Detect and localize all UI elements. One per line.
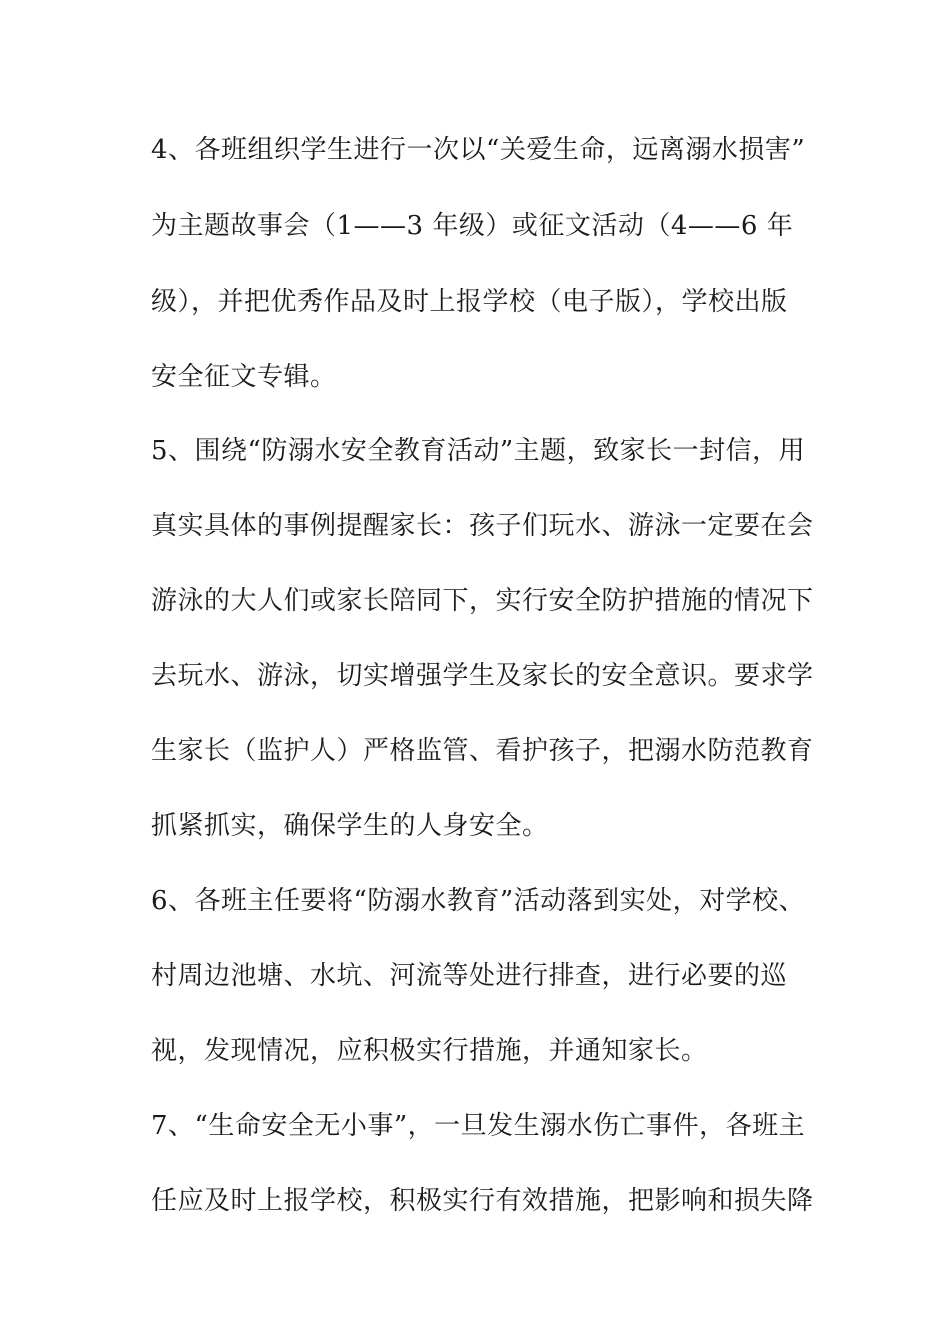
text-line: 任应及时上报学校，积极实行有效措施，把影响和损失降 [151,1186,814,1216]
text-line: 级），并把优秀作品及时上报学校（电子版），学校出版 [151,287,788,317]
text-line: 游泳的大人们或家长陪同下，实行安全防护措施的情况下 [151,586,814,616]
text-line: 5、围绕“防溺水安全教育活动”主题，致家长一封信，用 [151,436,806,466]
text-line: 村周边池塘、水坑、河流等处进行排查，进行必要的巡 [151,961,788,991]
text-line: 7、“生命安全无小事”，一旦发生溺水伤亡事件，各班主 [151,1111,806,1141]
text-line: 为主题故事会（1——3 年级）或征文活动（4——6 年 [151,211,794,241]
text-line: 安全征文专辑。 [151,362,337,392]
text-line: 视，发现情况，应积极实行措施，并通知家长。 [151,1036,708,1066]
text-line: 抓紧抓实，确保学生的人身安全。 [151,811,549,841]
text-line: 生家长（监护人）严格监管、看护孩子，把溺水防范教育 [151,736,814,766]
text-line: 4、各班组织学生进行一次以“关爱生命，远离溺水损害” [151,135,806,165]
text-line: 6、各班主任要将“防溺水教育”活动落到实处，对学校、 [151,886,806,916]
text-line: 真实具体的事例提醒家长：孩子们玩水、游泳一定要在会 [151,511,814,541]
text-line: 去玩水、游泳，切实增强学生及家长的安全意识。要求学 [151,661,814,691]
